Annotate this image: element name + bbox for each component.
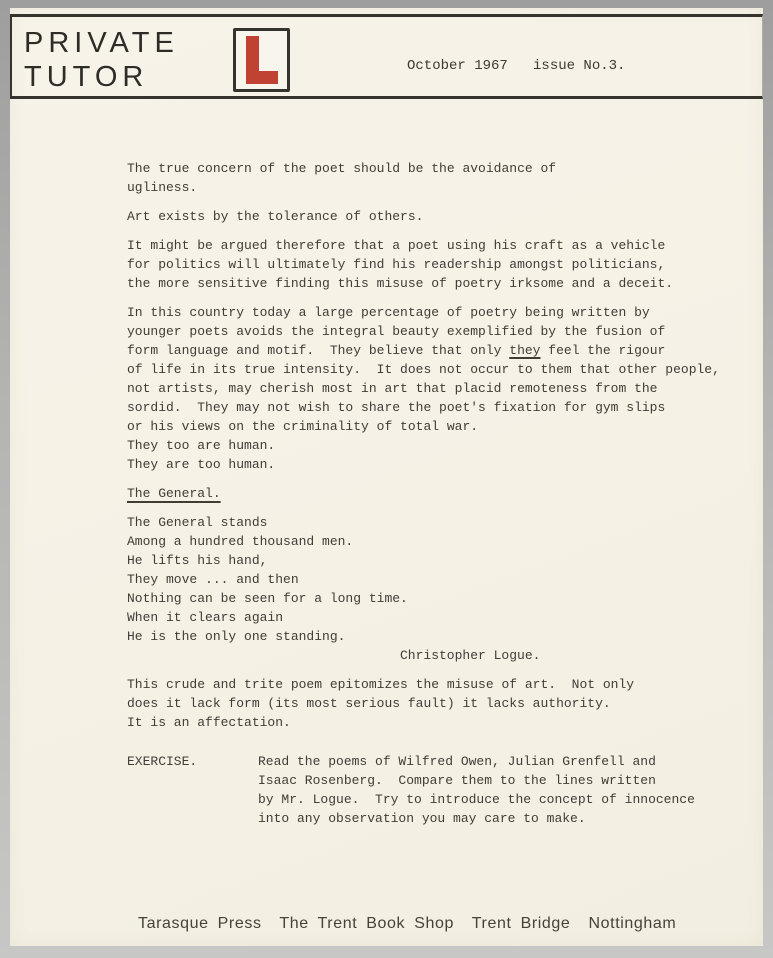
exercise-label: EXERCISE.: [127, 754, 198, 769]
poem-line: Among a hundred thousand men.: [127, 534, 354, 549]
imprint-line: Tarasque Press The Trent Book Shop Trent Bridge Nottingham: [138, 915, 677, 932]
text-line: not artists, may cherish most in art that placid remoteness from the: [127, 381, 658, 396]
letter-l-icon: [245, 36, 278, 84]
text-line: Art exists by the tolerance of others.: [127, 209, 424, 224]
article-body: [10, 99, 763, 828]
exercise-line: by Mr. Logue. Try to introduce the concept of innocence: [258, 792, 695, 807]
text-line: for politics will ultimately find his readership amongst politicians,: [127, 257, 666, 272]
poem-heading-block: [127, 484, 743, 503]
poem-line: He lifts his hand,: [127, 553, 268, 568]
text-segment: feel the rigour: [540, 343, 666, 358]
page-title: [24, 26, 179, 94]
text-line: They are too human.: [127, 457, 276, 472]
page-title-line2: TUTOR: [24, 61, 149, 93]
poem-title: The General.: [127, 486, 221, 501]
underlined-word: they: [509, 343, 541, 358]
text-line: [127, 341, 743, 360]
text-line: In this country today a large percentage of poetry being written by: [127, 305, 650, 320]
text-line: It might be argued therefore that a poet using his craft as a vehicle: [127, 238, 666, 253]
text-line: the more sensitive finding this misuse of poetry irksome and a deceit.: [127, 276, 674, 291]
text-line: ugliness.: [127, 180, 198, 195]
exercise-line: Isaac Rosenberg. Compare them to the lines written: [258, 773, 656, 788]
text-line: This crude and trite poem epitomizes the misuse of art. Not only: [127, 677, 635, 692]
poem-line: They move ... and then: [127, 572, 299, 587]
text-line: It is an affectation.: [127, 715, 291, 730]
paragraph-aphorism-1: [127, 159, 743, 197]
poem-line: He is the only one standing.: [127, 629, 346, 644]
paragraph-argument: [127, 236, 743, 293]
text-line: sordid. They may not wish to share the poet's fixation for gym slips: [127, 400, 666, 415]
masthead: [10, 14, 763, 99]
text-line: or his views on the criminality of total war.: [127, 419, 479, 434]
text-segment: form language and motif. They believe that only: [127, 343, 510, 358]
text-line: The true concern of the poet should be the avoidance of: [127, 161, 557, 176]
text-line: does it lack form (its most serious fault) it lacks authority.: [127, 696, 611, 711]
text-line: younger poets avoids the integral beauty exemplified by the fusion of: [127, 324, 666, 339]
page-title-line1: PRIVATE: [24, 27, 179, 59]
magazine-page: [10, 8, 763, 946]
poem-line: Nothing can be seen for a long time.: [127, 591, 408, 606]
learner-plate-icon: [233, 28, 290, 92]
paragraph-aphorism-2: [127, 207, 743, 226]
exercise-line: into any observation you may care to make.: [258, 811, 586, 826]
text-line: of life in its true intensity. It does not occur to them that other people,: [127, 362, 720, 377]
paragraph-younger-poets: [127, 303, 743, 474]
poem-line: The General stands: [127, 515, 268, 530]
poem: [127, 513, 743, 665]
paragraph-commentary: [127, 675, 743, 732]
exercise-text: [258, 752, 743, 828]
exercise-block: [127, 752, 743, 828]
exercise-line: Read the poems of Wilfred Owen, Julian Grenfell and: [258, 754, 656, 769]
poem-attribution: Christopher Logue.: [400, 648, 541, 663]
issue-date-line: October 1967 issue No.3.: [407, 58, 626, 74]
text-line: They too are human.: [127, 438, 276, 453]
poem-line: When it clears again: [127, 610, 284, 625]
